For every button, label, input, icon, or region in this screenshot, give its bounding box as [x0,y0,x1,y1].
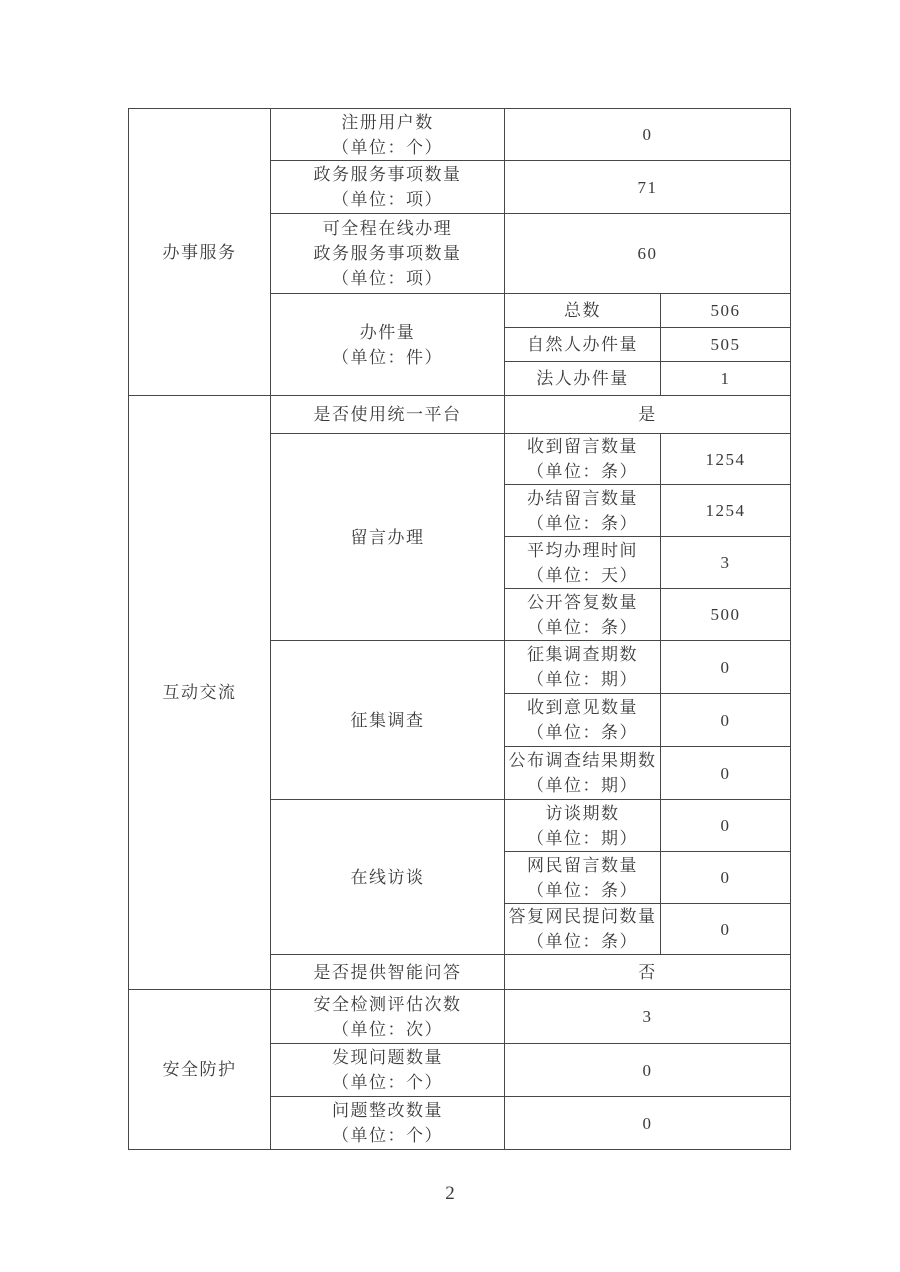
metric-value-cell: 0 [505,1044,791,1097]
label-line: （单位：条） [527,513,638,533]
metric-label-cell [271,294,505,396]
section-cell-hudongjiaoliu: 互动交流 [129,396,271,990]
metric-value-cell: 0 [505,1097,791,1150]
label-line: 公开答复数量 [527,592,638,612]
submetric-value-cell: 0 [661,641,791,694]
submetric-value-cell: 0 [661,747,791,800]
label-line: 政务服务事项数量 [313,244,462,263]
submetric-value-cell: 505 [661,328,791,362]
table-row [129,109,791,161]
label-line: 平均办理时间 [527,540,638,560]
submetric-label-cell [505,485,661,537]
submetric-value-cell: 0 [661,800,791,852]
metric-label-cell [271,161,505,214]
label-line: 可全程在线办理 [322,219,453,238]
label-line: （单位：次） [332,1019,443,1039]
label-line: （单位：个） [332,137,443,157]
section-cell-anquanfanghu: 安全防护 [129,990,271,1150]
label-line: （单位：项） [332,269,443,288]
submetric-label-cell: 自然人办件量 [505,328,661,362]
metric-value-cell: 否 [505,955,791,990]
label-line: 收到留言数量 [527,437,638,456]
page-number: 2 [445,1183,455,1204]
label-line: 问题整改数量 [332,1101,443,1120]
metric-label-cell: 是否提供智能问答 [271,955,505,990]
submetric-label-cell [505,434,661,485]
metric-label-cell [271,990,505,1044]
label-line: （单位：件） [332,347,443,367]
label-line: 答复网民提问数量 [508,907,657,926]
metric-label-cell [271,1044,505,1097]
label-line: 发现问题数量 [332,1048,443,1067]
report-table [128,108,791,1150]
label-line: （单位：条） [527,617,638,637]
label-line: （单位：期） [527,828,638,848]
submetric-label-cell [505,904,661,955]
label-line: （单位：项） [332,190,443,209]
metric-value-cell: 71 [505,161,791,214]
label-line: 办件量 [359,322,416,342]
label-line: （单位：条） [527,462,638,481]
label-line: 安全检测评估次数 [313,994,462,1014]
metric-label-cell [271,109,505,161]
label-line: 办结留言数量 [527,488,638,508]
submetric-label-cell [505,537,661,589]
metric-label-cell: 是否使用统一平台 [271,396,505,434]
section-cell-banshifuwu: 办事服务 [129,109,271,396]
metric-value-cell: 60 [505,214,791,294]
label-line: （单位：个） [332,1073,443,1092]
label-line: （单位：期） [527,670,638,689]
submetric-value-cell: 1 [661,362,791,396]
metric-label-cell: 留言办理 [271,434,505,641]
submetric-value-cell: 1254 [661,434,791,485]
label-line: 网民留言数量 [527,855,638,875]
label-line: （单位：条） [527,932,638,951]
metric-label-cell [271,214,505,294]
label-line: （单位：条） [527,723,638,742]
table-row [129,396,791,434]
label-line: （单位：天） [527,565,638,585]
label-line: （单位：期） [527,776,638,795]
submetric-label-cell: 总数 [505,294,661,328]
label-line: （单位：条） [527,880,638,900]
submetric-value-cell: 0 [661,904,791,955]
submetric-label-cell [505,589,661,641]
submetric-value-cell: 0 [661,852,791,904]
submetric-value-cell: 500 [661,589,791,641]
submetric-label-cell: 法人办件量 [505,362,661,396]
metric-label-cell [271,1097,505,1150]
submetric-value-cell: 3 [661,537,791,589]
label-line: 公布调查结果期数 [508,751,657,770]
submetric-label-cell [505,694,661,747]
label-line: 收到意见数量 [527,698,638,717]
label-line: 政务服务事项数量 [313,165,462,184]
label-line: 注册用户数 [341,112,434,132]
submetric-label-cell [505,747,661,800]
label-line: （单位：个） [332,1126,443,1145]
submetric-value-cell: 0 [661,694,791,747]
submetric-label-cell [505,641,661,694]
submetric-label-cell [505,800,661,852]
metric-label-cell: 在线访谈 [271,800,505,955]
submetric-value-cell: 1254 [661,485,791,537]
submetric-value-cell: 506 [661,294,791,328]
metric-value-cell: 是 [505,396,791,434]
metric-value-cell: 0 [505,109,791,161]
label-line: 征集调查期数 [527,645,638,664]
table-row [129,990,791,1044]
metric-label-cell: 征集调查 [271,641,505,800]
submetric-label-cell [505,852,661,904]
metric-value-cell: 3 [505,990,791,1044]
label-line: 访谈期数 [545,803,620,823]
